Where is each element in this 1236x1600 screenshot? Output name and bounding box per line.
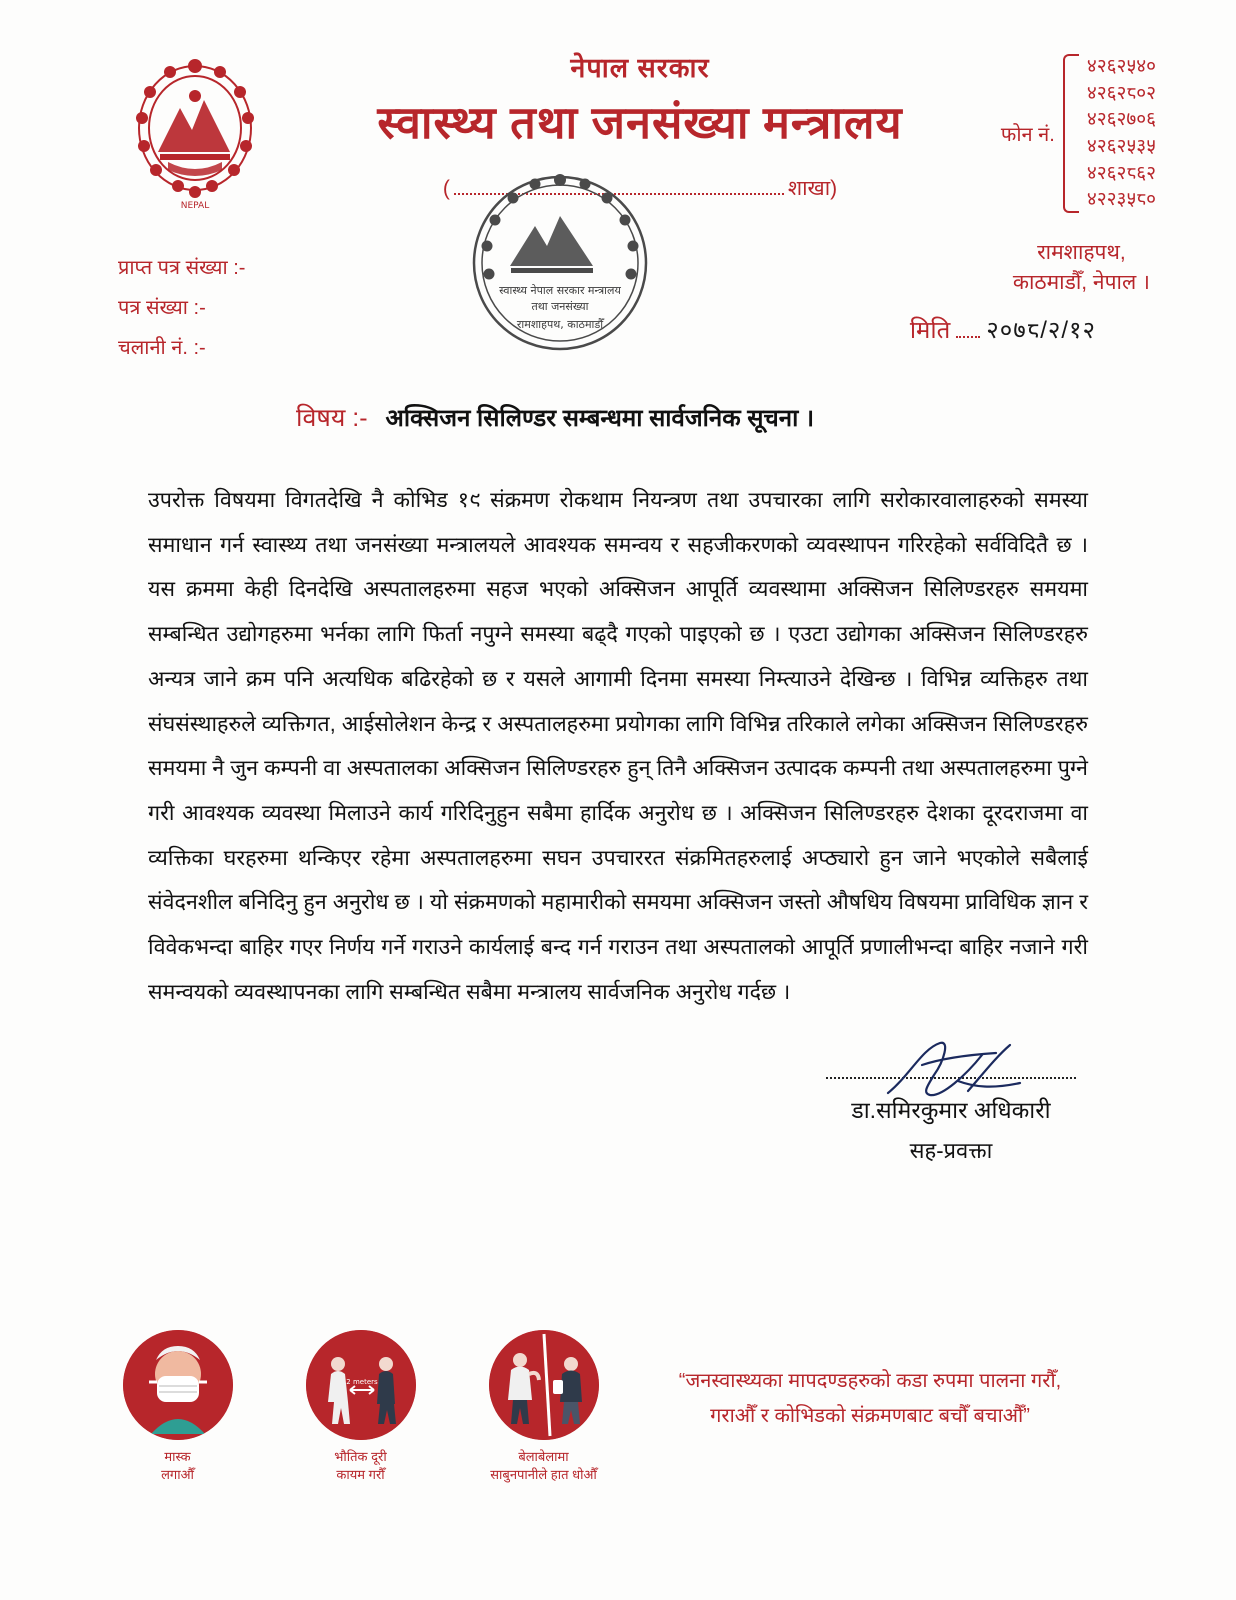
handwash-caption-line1: बेलाबेलामा [518, 1449, 569, 1464]
distance-caption-line2: कायम गरौँ [336, 1466, 385, 1482]
phone-block [1001, 54, 1156, 213]
subject-text: अक्सिजन सिलिण्डर सम्बन्धमा सार्वजनिक सूचना । [385, 405, 815, 432]
signatory-name: डा.समिरकुमार अधिकारी [851, 1097, 1051, 1123]
phone-number: ४२६२८६२ [1086, 162, 1156, 184]
handwash-caption [476, 1448, 611, 1483]
signatory-designation: सह-प्रवक्ता [909, 1138, 993, 1163]
mask-caption-line2: लगाऔँ [161, 1466, 194, 1482]
phone-number: ४२६२८०२ [1086, 82, 1156, 104]
handwash-caption-line2: साबुनपानीले हात धोऔँ [490, 1466, 597, 1482]
nepal-emblem-icon [130, 56, 260, 216]
public-health-slogan [610, 1364, 1130, 1434]
phone-brace [1063, 54, 1079, 213]
date-row [910, 313, 1096, 346]
letter-meta-block [118, 248, 245, 368]
official-seal-icon [465, 168, 655, 358]
government-name: नेपाल सरकार [570, 53, 710, 83]
mask-caption-line1: मास्क [164, 1449, 191, 1464]
phone-number: ४२६२७०६ [1086, 109, 1156, 131]
received-letter-number-field: प्राप्त पत्र संख्या :- [118, 257, 246, 279]
dispatch-number-field: चलानी नं. :- [118, 337, 206, 359]
social-distance-caption [293, 1448, 428, 1483]
phone-number-list [1087, 54, 1156, 213]
date-dotted-rule [956, 324, 980, 338]
seal-text-top: स्वास्थ्य नेपाल सरकार मन्त्रालय [499, 284, 621, 297]
social-distance-icon [306, 1330, 416, 1440]
slogan-line-1: “जनस्वास्थ्यका मापदण्डहरुको कडा रुपमा पालना गरौँ, [678, 1370, 1062, 1392]
mask-icon [123, 1330, 233, 1440]
distance-caption-line1: भौतिक दूरी [334, 1449, 387, 1464]
covid-safety-icons [110, 1330, 611, 1483]
safety-icon-item [110, 1330, 245, 1483]
signature-block [786, 1075, 1116, 1165]
branch-label: शाखा) [787, 177, 838, 200]
date-value: २०७८/२/१२ [986, 317, 1096, 344]
footer [110, 1330, 1130, 1530]
seal-text-bottom: रामशाहपथ, काठमाडौँ [516, 318, 604, 331]
phone-label: फोन नं. [1000, 123, 1055, 146]
mask-caption [110, 1448, 245, 1483]
ministry-name: स्वास्थ्य तथा जनसंख्या मन्त्रालय [377, 97, 903, 148]
slogan-line-2: गराऔँ र कोभिडको संक्रमणबाट बचौँ बचाऔँ” [710, 1405, 1030, 1427]
svg-text:NEPAL: NEPAL [180, 201, 210, 211]
phone-number: ४२२३५८० [1086, 189, 1156, 211]
date-label: मिति [909, 317, 951, 344]
phone-number: ४२६२५४० [1086, 56, 1156, 77]
subject-label: विषय :- [296, 404, 368, 432]
safety-icon-item [476, 1330, 611, 1483]
address-block [1013, 238, 1150, 299]
subject-row [296, 400, 814, 434]
branch-open-paren: ( [442, 177, 450, 200]
seal-text-mid: तथा जनसंख्या [531, 300, 589, 313]
handwash-icon [489, 1330, 599, 1440]
letter-number-field: पत्र संख्या :- [118, 297, 206, 319]
phone-number: ४२६२५३५ [1086, 135, 1156, 157]
letterhead [110, 48, 1156, 359]
svg-text:2 meters: 2 meters [345, 1378, 378, 1386]
address-line-1: रामशाहपथ, [1037, 241, 1126, 264]
safety-icon-item [293, 1330, 428, 1483]
address-line-2: काठमाडौँ, नेपाल । [1012, 271, 1150, 295]
letter-body: उपरोक्त विषयमा विगतदेखि नै कोभिड १९ संक्रमण रोकथाम नियन्त्रण तथा उपचारका लागि सरोकारवालाहरुको समस्या समाधान गर्न स्वास्थ्य तथा जनसंख्या मन्त्रालयले आवश्यक समन्वय र सहजीकरणको व्यवस्थापन गरिरहेको सर्वविदितै छ । यस क्रममा केही दिनदेखि अस्पतालहरुमा सहज भएको अक्सिजन आपूर्ति व्यवस्थामा अक्सिजन सिलिण्डरहरु समयमा सम्बन्धित उद्योगहरुमा भर्नका लागि फिर्ता नपुग्ने समस्या बढ्दै गएको पाइएको छ । एउटा उद्योगका अक्सिजन सिलिण्डरहरु अन्यत्र जाने क्रम पनि अत्यधिक बढिरहेको छ र यसले आगामी दिनमा समस्या निम्त्याउने देखिन्छ । विभिन्न व्यक्तिहरु तथा संघसंस्थाहरुले व्यक्तिगत, आईसोलेशन केन्द्र र अस्पतालहरुमा प्रयोगका लागि विभिन्न तरिकाले लगेका अक्सिजन सिलिण्डरहरु समयमा नै जुन कम्पनी वा अस्पतालका अक्सिजन सिलिण्डरहरु हुन् तिनै अक्सिजन उत्पादक कम्पनी तथा अस्पतालहरुमा पुग्ने गरी आवश्यक व्यवस्था मिलाउने कार्य गरिदिनुहुन सबैमा हार्दिक अनुरोध छ । अक्सिजन सिलिण्डरहरु देशका दूरदराजमा वा व्यक्तिका घरहरुमा थन्किएर रहेमा अस्पतालहरुमा सघन उपचाररत संक्रमितहरुलाई अप्ठ्यारो हुन जाने भएकोले सबैलाई संवेदनशील बनिदिनु हुन अनुरोध छ । यो संक्रमणको महामारीको समयमा अक्सिजन जस्तो औषधिय विषयमा प्राविधिक ज्ञान र विवेकभन्दा बाहिर गएर निर्णय गर्ने गराउने कार्यलाई बन्द गर्न गराउन तथा अस्पतालको आपूर्ति प्रणालीभन्दा बाहिर नजाने गरी समन्वयको व्यवस्थापनका लागि सम्बन्धित सबैमा मन्त्रालय सार्वजनिक अनुरोध गर्दछ । [148, 488, 1088, 1004]
handwritten-signature [870, 1035, 1050, 1105]
